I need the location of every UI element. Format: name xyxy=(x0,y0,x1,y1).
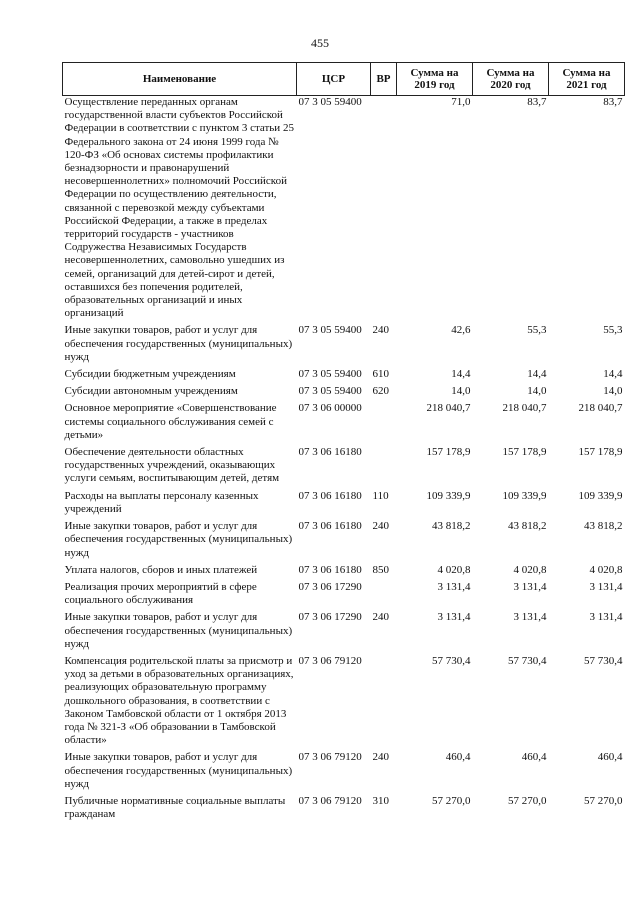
row-vr xyxy=(371,446,397,490)
table-header-row xyxy=(63,63,625,96)
row-amount-2021: 43 818,2 xyxy=(584,520,623,533)
row-amount-2020: 14,4 xyxy=(527,368,547,381)
header-2020: Сумма на 2020 год xyxy=(473,63,549,96)
row-name: Компенсация родительской платы за присмотр и уход за детьми в образовательных организациях, реализующих образовательную программу дошкольного образования, в соответствии с Законом Тамбовской области от 1 октября 2013 года № 321-З «Об образовании в Тамбовской области» xyxy=(64,654,294,747)
row-amount-2021: 57 730,4 xyxy=(584,654,623,667)
table-row xyxy=(63,402,625,446)
row-vr xyxy=(371,581,397,611)
row-amount-2020: 460,4 xyxy=(521,751,547,764)
row-csr: 07 3 05 59400 xyxy=(298,385,362,398)
table-row xyxy=(63,446,625,490)
row-vr: 110 xyxy=(372,489,389,502)
row-amount-2021: 57 270,0 xyxy=(584,794,623,807)
row-name: Расходы на выплаты персоналу казенных учреждений xyxy=(64,489,259,515)
row-amount-2021: 157 178,9 xyxy=(578,446,623,459)
row-amount-2021: 218 040,7 xyxy=(578,402,623,415)
row-amount-2021: 4 020,8 xyxy=(589,563,623,576)
row-amount-2019: 218 040,7 xyxy=(426,402,471,415)
row-csr: 07 3 06 16180 xyxy=(298,446,362,459)
row-name: Субсидии автономным учреждениям xyxy=(64,385,238,398)
row-csr: 07 3 06 17290 xyxy=(298,580,362,593)
row-vr: 240 xyxy=(372,611,389,624)
row-amount-2019: 57 730,4 xyxy=(432,654,471,667)
table-row xyxy=(63,564,625,581)
header-2019: Сумма на 2019 год xyxy=(397,63,473,96)
row-amount-2019: 71,0 xyxy=(451,96,471,108)
row-vr: 240 xyxy=(372,751,389,764)
row-amount-2020: 3 131,4 xyxy=(513,611,547,624)
header-csr: ЦСР xyxy=(297,63,371,96)
row-name: Публичные нормативные социальные выплаты гражданам xyxy=(64,794,286,821)
row-amount-2020: 14,0 xyxy=(527,385,547,398)
row-amount-2020: 157 178,9 xyxy=(502,446,547,459)
row-csr: 07 3 05 59400 xyxy=(298,324,362,337)
table-row xyxy=(63,368,625,385)
row-amount-2020: 4 020,8 xyxy=(513,563,547,576)
table-row xyxy=(63,751,625,795)
row-name: Осуществление переданных органам государственной власти субъектов Российской Федерации в соответствии с пунктом 3 статьи 25 Федерального закона от 24 июня 1999 года № 120-ФЗ «Об основах системы профилактики безнадзорности и правонарушений несовершеннолетних» полномочий Российской Федерации по осуществлению деятельности, связанной с перевозкой между субъектами Российской Федерации, а также в пределах территорий государств - участников Содружества Независимых Государств несовершеннолетних, самовольно ушедших из семей, организаций для детей-сирот и детей, оставшихся без попечения родителей, образовательных организаций и иных организаций xyxy=(64,96,294,320)
page-number: 455 xyxy=(311,36,329,50)
row-csr: 07 3 06 79120 xyxy=(298,794,362,807)
row-csr: 07 3 06 79120 xyxy=(298,654,362,667)
row-vr: 620 xyxy=(372,385,389,398)
row-amount-2020: 55,3 xyxy=(527,324,547,337)
row-csr: 07 3 06 16180 xyxy=(298,563,362,576)
row-csr: 07 3 06 17290 xyxy=(298,611,362,624)
row-name: Иные закупки товаров, работ и услуг для обеспечения государственных (муниципальных) нужд xyxy=(64,520,293,559)
table-row xyxy=(63,581,625,611)
row-amount-2021: 3 131,4 xyxy=(589,580,623,593)
row-amount-2021: 83,7 xyxy=(603,96,623,108)
header-vr: ВР xyxy=(371,63,397,96)
row-amount-2019: 43 818,2 xyxy=(432,520,471,533)
row-amount-2020: 109 339,9 xyxy=(502,489,547,502)
row-vr: 610 xyxy=(372,368,389,381)
row-csr: 07 3 06 00000 xyxy=(298,402,362,415)
row-amount-2020: 57 270,0 xyxy=(508,794,547,807)
row-amount-2019: 157 178,9 xyxy=(426,446,471,459)
header-2021: Сумма на 2021 год xyxy=(549,63,625,96)
row-amount-2019: 460,4 xyxy=(445,751,471,764)
row-amount-2019: 57 270,0 xyxy=(432,794,471,807)
row-amount-2020: 43 818,2 xyxy=(508,520,547,533)
table-row xyxy=(63,96,625,325)
row-amount-2020: 57 730,4 xyxy=(508,654,547,667)
row-csr: 07 3 06 16180 xyxy=(298,520,362,533)
row-amount-2019: 3 131,4 xyxy=(437,611,471,624)
row-vr: 310 xyxy=(372,794,389,807)
row-name: Иные закупки товаров, работ и услуг для обеспечения государственных (муниципальных) нужд xyxy=(64,324,293,363)
budget-table xyxy=(62,62,625,825)
row-amount-2020: 83,7 xyxy=(527,96,547,108)
table-row xyxy=(63,520,625,564)
row-amount-2019: 109 339,9 xyxy=(426,489,471,502)
row-amount-2021: 109 339,9 xyxy=(578,489,623,502)
table-row xyxy=(63,611,625,655)
row-name: Обеспечение деятельности областных государственных учреждений, оказывающих услуги семьям, воспитывающим детей, детям xyxy=(64,446,280,485)
table-row xyxy=(63,324,625,368)
table-row xyxy=(63,385,625,402)
table-row xyxy=(63,490,625,520)
row-vr: 240 xyxy=(372,520,389,533)
row-name: Иные закупки товаров, работ и услуг для обеспечения государственных (муниципальных) нужд xyxy=(64,751,293,790)
row-csr: 07 3 05 59400 xyxy=(298,368,362,381)
row-vr xyxy=(371,402,397,446)
row-csr: 07 3 05 59400 xyxy=(298,96,362,108)
row-csr: 07 3 06 16180 xyxy=(298,489,362,502)
header-name: Наименование xyxy=(63,63,297,96)
row-name: Иные закупки товаров, работ и услуг для обеспечения государственных (муниципальных) нужд xyxy=(64,611,293,650)
row-vr: 850 xyxy=(372,563,389,576)
row-amount-2019: 14,4 xyxy=(451,368,471,381)
row-amount-2020: 3 131,4 xyxy=(513,580,547,593)
table-row xyxy=(63,795,625,825)
row-amount-2021: 3 131,4 xyxy=(589,611,623,624)
row-amount-2019: 3 131,4 xyxy=(437,580,471,593)
row-vr xyxy=(371,655,397,751)
row-amount-2021: 14,0 xyxy=(603,385,623,398)
row-amount-2019: 14,0 xyxy=(451,385,471,398)
row-amount-2021: 460,4 xyxy=(597,751,623,764)
row-amount-2021: 14,4 xyxy=(603,368,623,381)
row-name: Основное мероприятие «Совершенствование системы социального обслуживания семей с детьми» xyxy=(64,402,277,441)
row-name: Субсидии бюджетным учреждениям xyxy=(64,368,236,381)
row-amount-2020: 218 040,7 xyxy=(502,402,547,415)
row-vr xyxy=(371,96,397,325)
table-body xyxy=(63,96,625,826)
row-amount-2021: 55,3 xyxy=(603,324,623,337)
row-name: Уплата налогов, сборов и иных платежей xyxy=(64,563,258,576)
table-row xyxy=(63,655,625,751)
row-vr: 240 xyxy=(372,324,389,337)
row-csr: 07 3 06 79120 xyxy=(298,751,362,764)
row-name: Реализация прочих мероприятий в сфере социального обслуживания xyxy=(64,580,257,607)
row-amount-2019: 42,6 xyxy=(451,324,471,337)
row-amount-2019: 4 020,8 xyxy=(437,563,471,576)
